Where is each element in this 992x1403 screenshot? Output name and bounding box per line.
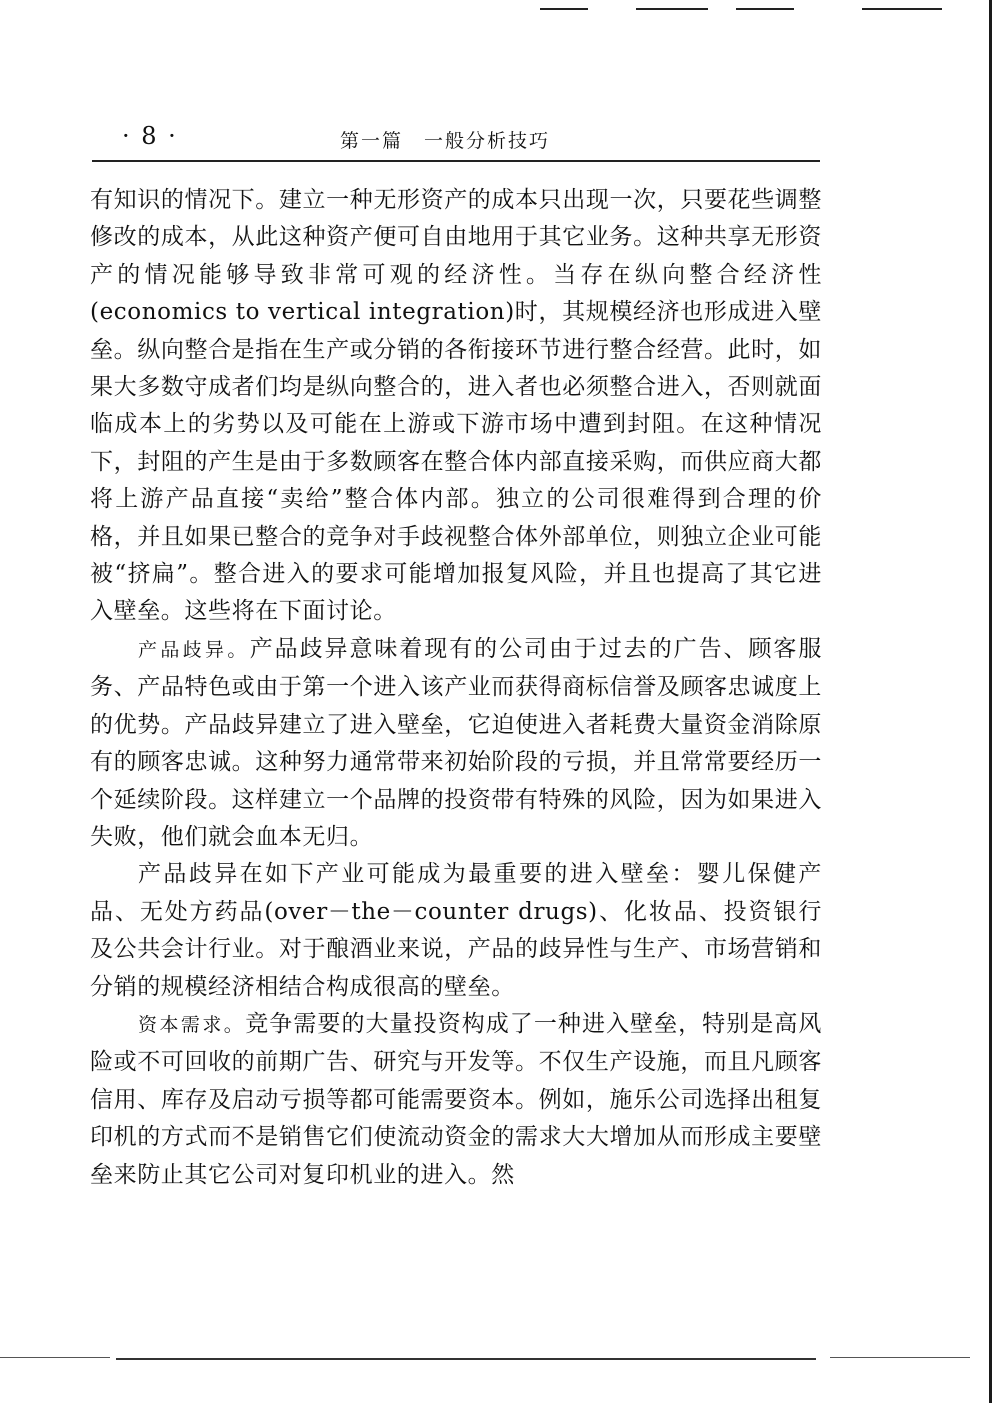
- header-rule: [92, 160, 820, 162]
- footer-rule: [116, 1358, 816, 1360]
- running-title: 第一篇 一般分析技巧: [340, 130, 551, 152]
- page-number: · 8 ·: [122, 122, 178, 150]
- paragraph-product-differentiation: [90, 631, 822, 856]
- scan-mark: [540, 8, 588, 10]
- paragraph-text: 有知识的情况下。建立一种无形资产的成本只出现一次，只要花些调整修改的成本，从此这种资产便可自由地用于其它业务。这种共享无形资产的情况能够导致非常可观的经济性。当存在纵向整合经济性(economics to vertical integration)时，其规模经济也形成进入壁垒。纵向整合是指在生产或分销的各衔接环节进行整合经营。此时，如果大多数守成者们均是纵向整合的，进入者也必须整合进入，否则就面临成本上的劣势以及可能在上游或下游市场中遭到封阻。在这种情况下，封阻的产生是由于多数顾客在整合体内部直接采购，而供应商大都将上游产品直接“卖给”整合体内部。独立的公司很难得到合理的价格，并且如果已整合的竞争对手歧视整合体外部单位，则独立企业可能被“挤扁”。整合进入的要求可能增加报复风险，并且也提高了其它进入壁垒。这些将在下面讨论。: [90, 187, 822, 625]
- paragraph-capital-requirements: [90, 1006, 822, 1194]
- paragraph-text: 产品歧异在如下产业可能成为最重要的进入壁垒：婴儿保健产品、无处方药品(over－the－counter drugs)、化妆品、投资银行及公共会计行业。对于酿酒业来说，产品的歧异性与生产、市场营销和分销的规模经济相结合构成很高的壁垒。: [90, 861, 822, 1000]
- paragraph-differentiation-industries: [90, 856, 822, 1006]
- scan-mark: [636, 8, 708, 10]
- body-text: [90, 182, 822, 1194]
- scan-mark: [830, 1357, 970, 1358]
- scan-mark: [862, 8, 942, 10]
- paragraph-continuation: [90, 182, 822, 631]
- scan-mark: [736, 8, 794, 10]
- paragraph-text: 产品歧异意味着现有的公司由于过去的广告、顾客服务、产品特色或由于第一个进入该产业而获得商标信誉及顾客忠诚度上的优势。产品歧异建立了进入壁垒，它迫使进入者耗费大量资金消除原有的顾客忠诚。这种努力通常带来初始阶段的亏损，并且常常要经历一个延续阶段。这样建立一个品牌的投资带有特殊的风险，因为如果进入失败，他们就会血本无归。: [90, 635, 822, 850]
- paragraph-lead: 资本需求。: [138, 1013, 246, 1036]
- paragraph-text: 竞争需要的大量投资构成了一种进入壁垒，特别是高风险或不可回收的前期广告、研究与开发等。不仅生产设施，而且凡顾客信用、库存及启动亏损等都可能需要资本。例如，施乐公司选择出租复印机的方式而不是销售它们使流动资金的需求大大增加从而形成主要壁垒来防止其它公司对复印机业的进入。然: [90, 1010, 822, 1188]
- scan-mark: [0, 1357, 110, 1358]
- page-header: [92, 118, 820, 158]
- paragraph-lead: 产品歧异。: [138, 638, 250, 661]
